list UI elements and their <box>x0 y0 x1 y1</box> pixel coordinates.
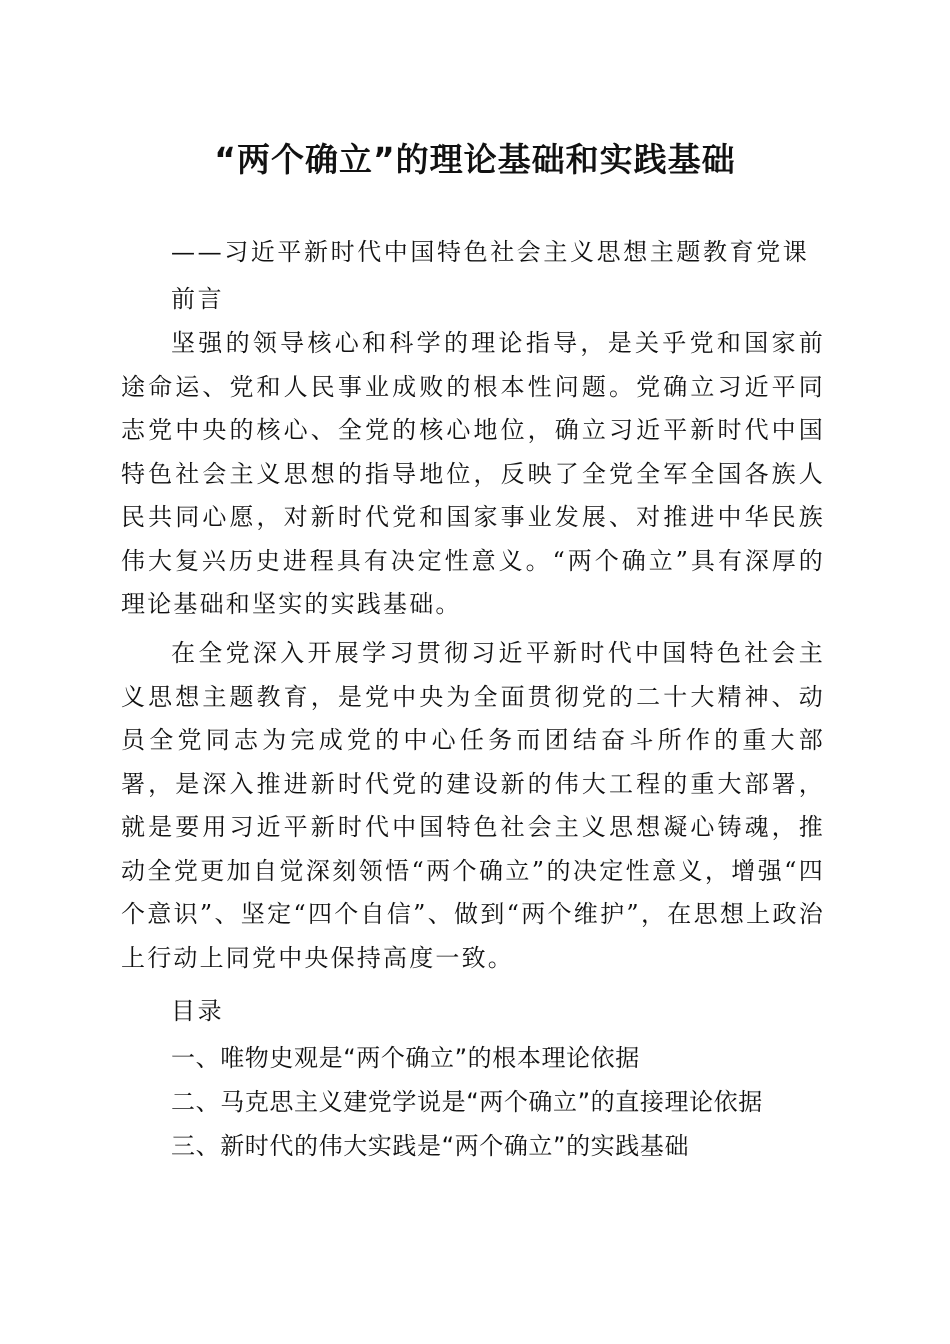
toc-item: 二、马克思主义建党学说是“两个确立”的直接理论依据 <box>171 1088 763 1116</box>
preface-paragraph: 坚强的领导核心和科学的理论指导，是关乎党和国家前途命运、党和人民事业成败的根本性问题。党确立习近平同志党中央的核心、全党的核心地位，确立习近平新时代中国特色社会主义思想的指导地位，反映了全党全军全国各族人民共同心愿，对新时代党和国家事业发展、对推进中华民族伟大复兴历史进程具有决定性意义。“两个确立”具有深厚的理论基础和坚实的实践基础。 <box>121 329 825 618</box>
toc-heading: 目录 <box>171 997 225 1025</box>
toc-item: 三、新时代的伟大实践是“两个确立”的实践基础 <box>171 1132 690 1160</box>
table-of-contents <box>171 1036 763 1168</box>
toc-item: 一、唯物史观是“两个确立”的根本理论依据 <box>171 1044 640 1072</box>
preface-heading: 前言 <box>171 285 225 313</box>
document-title: “两个确立”的理论基础和实践基础 <box>214 140 736 179</box>
preface-paragraph: 在全党深入开展学习贯彻习近平新时代中国特色社会主义思想主题教育，是党中央为全面贯彻党的二十大精神、动员全党同志为完成党的中心任务而团结奋斗所作的重大部署，是深入推进新时代党的建设新的伟大工程的重大部署，就是要用习近平新时代中国特色社会主义思想凝心铸魂，推动全党更加自觉深刻领悟“两个确立”的决定性意义，增强“四个意识”、坚定“四个自信”、做到“两个维护”，在思想上政治上行动上同党中央保持高度一致。 <box>121 639 825 972</box>
document-subtitle: ——习近平新时代中国特色社会主义思想主题教育党课 <box>171 238 810 266</box>
